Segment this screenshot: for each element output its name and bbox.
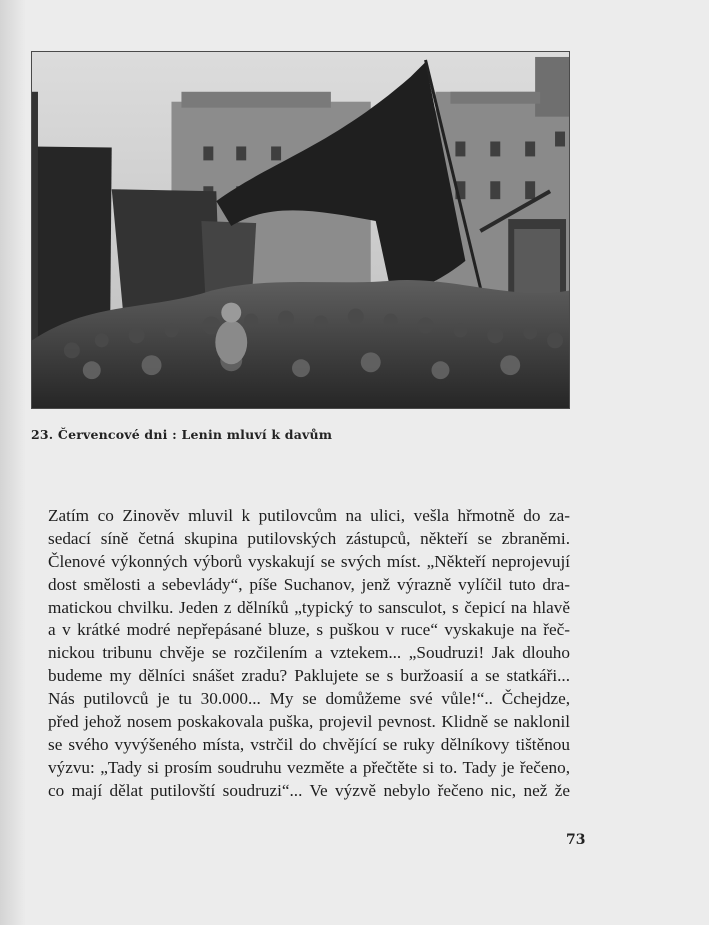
text-line: matickou chvilku. Jeden z dělníků „typický to sansculot, s čepicí na hlavě (48, 597, 570, 617)
text-line: před jehož nosem poskakovala puška, projevil pevnost. Klidně se naklonil (48, 712, 570, 732)
photograph (31, 51, 570, 409)
text-line: Nás putilovců je tu 30.000... My se domůžeme své vůle!“.. Čchejdze, (48, 689, 570, 709)
page-edge-shadow (0, 0, 26, 925)
text-line: sedací síně četná skupina putilovských zástupců, někteří se zbraněmi. (48, 528, 570, 548)
text-line: nickou tribunu chvěje se rozčilením a vztekem... „Soudruzi! Jak dlouho (48, 643, 570, 663)
body-paragraph (48, 505, 570, 803)
text-line: dost smělosti a sebevlády“, píše Suchanov, jenž výrazně vylíčil tuto dra- (48, 574, 570, 594)
caption-text: Červencové dni : Lenin mluví k davům (57, 427, 333, 442)
text-line: a v krátké modré nepřepásané bluze, s puškou v ruce“ vyskakuje na řeč- (48, 620, 570, 640)
text-line: Členové výkonných výborů vyskakují se svých míst. „Někteří neprojevují (48, 551, 570, 571)
text-line: co mají dělat putilovští soudruzi“... Ve výzvě nebylo řečeno nic, než že (48, 780, 570, 800)
text-line: se svého vyvýšeného místa, vstrčil do chvějící se ruky dělníkovy tištěnou (48, 734, 570, 754)
photo-illustration (32, 52, 569, 408)
page-number: 73 (566, 832, 586, 848)
text-line: Zatím co Zinověv mluvil k putilovcům na ulici, vešla hřmotně do za- (48, 506, 570, 525)
text-line: výzvu: „Tady si prosím soudruhu vezměte a přečtěte si to. Tady je řečeno, (48, 757, 570, 777)
text-line: budeme my dělníci snášet zradu? Paklujete se s buržoasií a se statkáři... (48, 666, 570, 686)
caption-number: 23. (31, 427, 54, 442)
figure-caption (31, 427, 332, 442)
